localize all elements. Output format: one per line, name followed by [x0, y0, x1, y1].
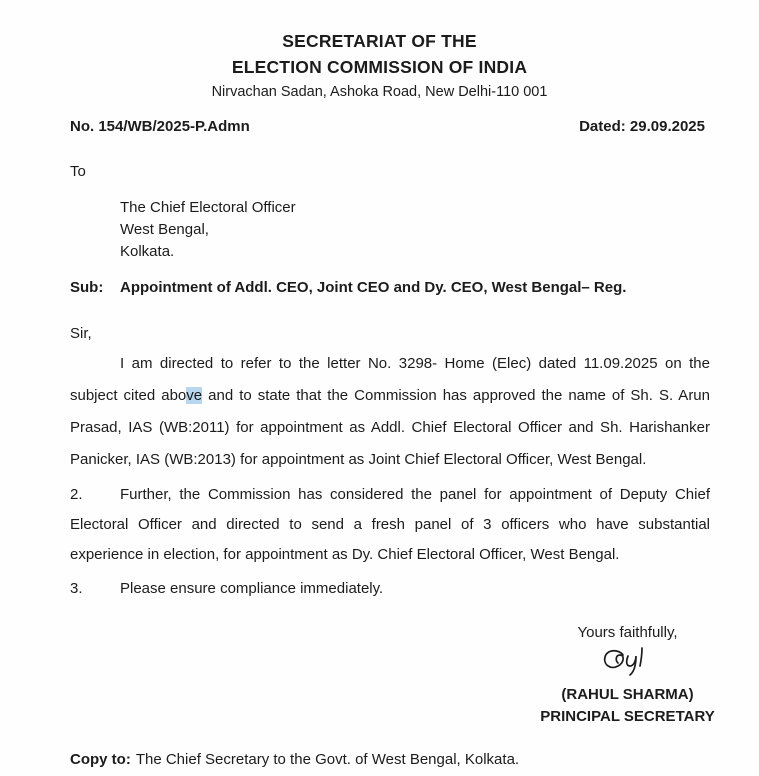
body-paragraph-2 [70, 480, 710, 570]
copy-to-text: The Chief Secretary to the Govt. of West Bengal, Kolkata. [135, 751, 520, 768]
subject-text: Appointment of Addl. CEO, Joint CEO and Dy. CEO, West Bengal– Reg. [120, 279, 627, 296]
paragraph-text: and to state that the Commission has approved the name of Sh. S. Arun Prasad, IAS (WB:2011) for appointment as Addl. Chief Electoral Officer and Sh. Harishanker Panicker, IAS (WB:2013) for appointment as Joint Chief Electoral Officer, West Bengal. [70, 387, 710, 468]
to-label: To [70, 163, 86, 180]
org-title-line2: ELECTION COMMISSION OF INDIA [231, 57, 528, 77]
recipient-address [120, 197, 759, 263]
copy-to-line [70, 750, 759, 770]
paragraph-number: 3. [70, 580, 83, 597]
body-paragraph-1 [70, 348, 710, 476]
subject-label: Sub: [70, 279, 104, 296]
paragraph-text: I am directed to refer to the letter No. 3298- Home (Elec) dated 11.09.2025 on the subject cited abo [70, 355, 710, 404]
org-address: Nirvachan Sadan, Ashoka Road, New Delhi-110 001 [211, 84, 548, 100]
recipient-line: Kolkata. [120, 243, 175, 260]
signoff-block [540, 622, 715, 728]
recipient-line: West Bengal, [120, 221, 209, 238]
copy-to-label: Copy to: [70, 751, 131, 768]
paragraph-text: Please ensure compliance immediately. [120, 580, 384, 597]
recipient-line: The Chief Electoral Officer [120, 199, 296, 216]
handwritten-signature-icon [540, 644, 715, 684]
paragraph-number: 2. [70, 486, 83, 503]
body-paragraph-3 [70, 574, 710, 604]
selected-text-highlight: ve [186, 387, 203, 404]
letterhead [0, 0, 759, 102]
signatory-name: (RAHUL SHARMA) [561, 686, 694, 703]
reference-row [70, 118, 705, 135]
reference-number: No. 154/WB/2025-P.Admn [70, 118, 250, 135]
signatory-designation: PRINCIPAL SECRETARY [540, 708, 715, 725]
org-title-line1: SECRETARIAT OF THE [282, 31, 477, 51]
salutation: Sir, [70, 325, 92, 342]
subject-row [70, 278, 710, 298]
letter-date: Dated: 29.09.2025 [579, 118, 705, 135]
closing-phrase: Yours faithfully, [577, 624, 678, 641]
paragraph-text: Further, the Commission has considered the panel for appointment of Deputy Chief Electoral Officer and directed to send a fresh panel of 3 officers who have substantial experience in election, for appointment as Dy. Chief Electoral Officer, West Bengal. [70, 486, 710, 563]
